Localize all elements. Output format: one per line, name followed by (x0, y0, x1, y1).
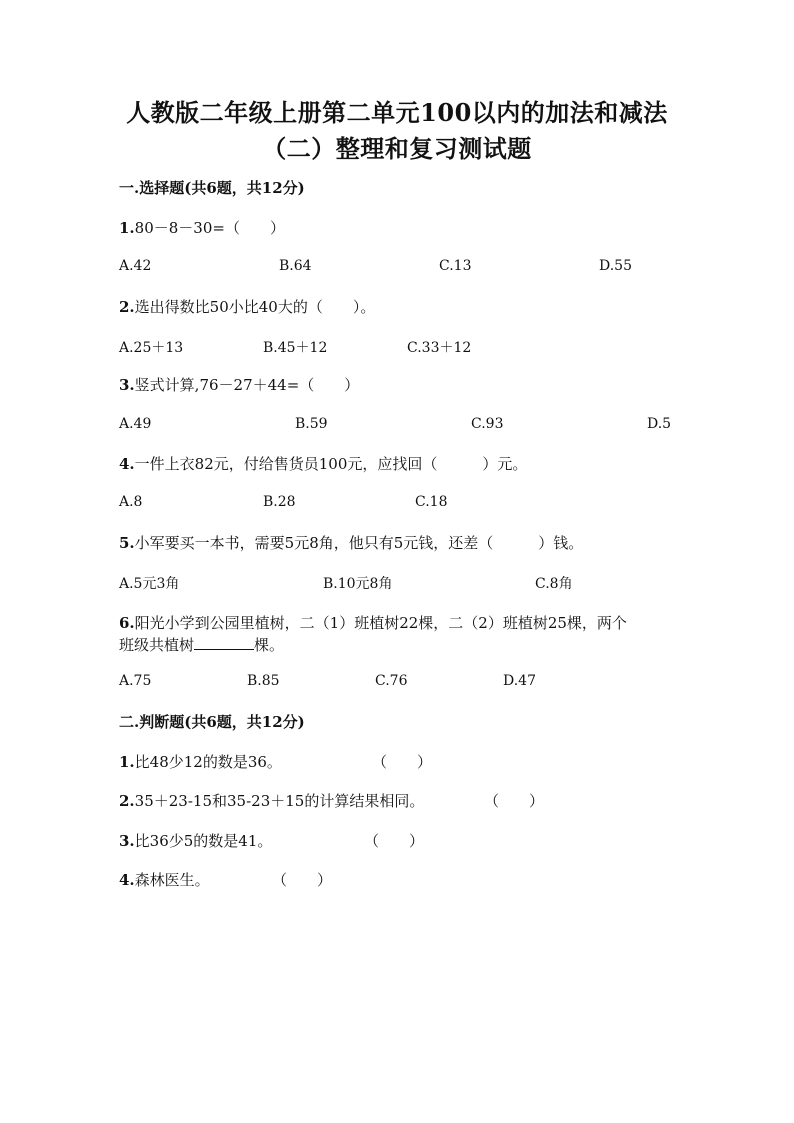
question-1 (119, 217, 285, 238)
question-number: 3. (119, 832, 135, 850)
question-number: 2. (119, 792, 135, 810)
question-text: 阳光小学到公园里植树，二（1）班植树22棵，二（2）班植树25棵，两个 (134, 614, 627, 632)
option-a[interactable]: A.49 (119, 416, 152, 432)
option-d[interactable]: D.5 (647, 416, 672, 432)
option-b[interactable]: B.64 (279, 258, 312, 274)
option-a[interactable]: A.25＋13 (119, 340, 184, 356)
question-text: 比48少12的数是36。 (134, 753, 282, 771)
question-text: 小军要买一本书，需要5元8角，他只有5元钱，还差（ ）钱。 (134, 534, 584, 552)
page-title-line2: （二）整理和复习测试题 (262, 134, 532, 163)
question-5 (119, 532, 583, 553)
option-a[interactable]: A.5元3角 (119, 576, 180, 592)
option-c[interactable]: C.13 (439, 258, 472, 274)
option-d[interactable]: D.55 (599, 258, 632, 274)
judgement-2 (119, 790, 424, 811)
question-3 (119, 374, 359, 395)
question-6 (119, 612, 627, 633)
option-b[interactable]: B.28 (263, 494, 296, 510)
page-title-line1: 人教版二年级上册第二单元100以内的加法和减法 (126, 98, 668, 127)
option-b[interactable]: B.10元8角 (323, 576, 393, 592)
option-d[interactable]: D.47 (503, 673, 536, 689)
option-c[interactable]: C.93 (471, 416, 504, 432)
judgement-3 (119, 830, 272, 851)
option-b[interactable]: B.59 (295, 416, 328, 432)
answer-blank[interactable] (194, 635, 254, 650)
section-heading-choice: 一.选择题(共6题，共12分) (119, 179, 305, 197)
question-text-continued: 班级共植树 (119, 636, 195, 654)
section-heading-judgement: 二.判断题(共6题，共12分) (119, 713, 305, 731)
question-2 (119, 296, 375, 317)
answer-parentheses[interactable]: （ ） (372, 753, 433, 771)
question-text: 森林医生。 (134, 871, 210, 889)
option-b[interactable]: B.45＋12 (263, 340, 328, 356)
option-a[interactable]: A.75 (119, 673, 152, 689)
question-number: 5. (119, 534, 135, 552)
question-6-line2 (119, 634, 284, 655)
question-text-end: 棵。 (254, 636, 285, 654)
judgement-4 (119, 869, 210, 890)
question-number: 6. (119, 614, 135, 632)
option-c[interactable]: C.33＋12 (407, 340, 472, 356)
question-text: 选出得数比50小比40大的（ ）。 (134, 298, 376, 316)
question-text: 35＋23-15和35-23＋15的计算结果相同。 (134, 792, 425, 810)
option-c[interactable]: C.8角 (535, 576, 573, 592)
answer-parentheses[interactable]: （ ） (364, 832, 425, 850)
question-text: 比36少5的数是41。 (134, 832, 273, 850)
answer-parentheses[interactable]: （ ） (272, 871, 333, 889)
option-a[interactable]: A.42 (119, 258, 152, 274)
option-b[interactable]: B.85 (247, 673, 280, 689)
option-a[interactable]: A.8 (119, 494, 143, 510)
option-c[interactable]: C.18 (415, 494, 448, 510)
question-number: 4. (119, 455, 135, 473)
judgement-1 (119, 751, 282, 772)
question-number: 1. (119, 753, 135, 771)
question-text: 一件上衣82元，付给售货员100元，应找回（ ）元。 (134, 455, 528, 473)
question-number: 4. (119, 871, 135, 889)
question-text: 80－8－30=（ ） (134, 219, 285, 237)
option-c[interactable]: C.76 (375, 673, 408, 689)
question-text: 竖式计算,76－27＋44=（ ） (134, 376, 360, 394)
question-number: 1. (119, 219, 135, 237)
question-number: 3. (119, 376, 135, 394)
answer-parentheses[interactable]: （ ） (484, 792, 545, 810)
question-number: 2. (119, 298, 135, 316)
question-4 (119, 453, 527, 474)
